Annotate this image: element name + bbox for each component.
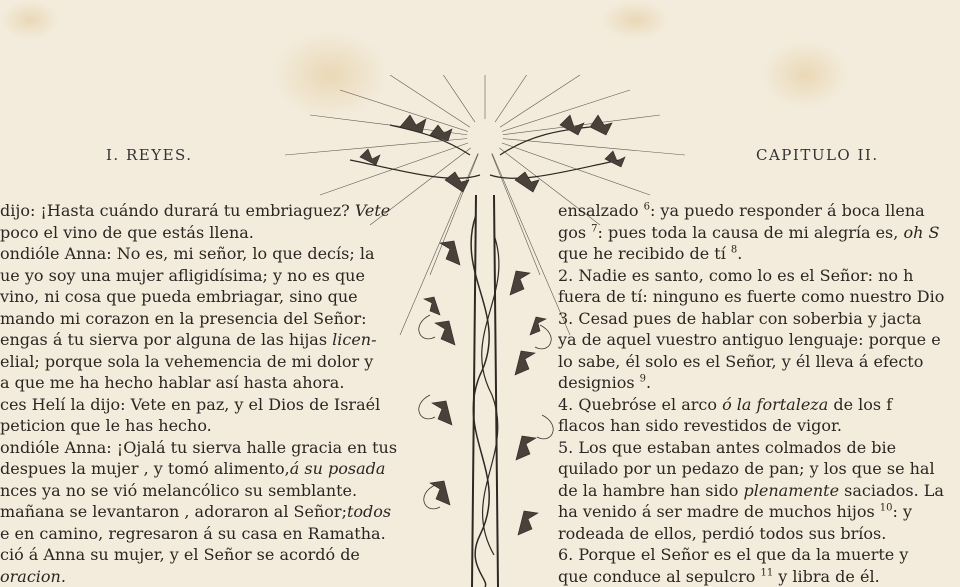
running-head-chapter: CAPITULO II. xyxy=(756,146,879,164)
text-segment: de los f xyxy=(828,394,893,414)
text-segment: engas á tu sierva por alguna de las hijas xyxy=(0,330,333,349)
text-segment: ha venido á ser madre de muchos hijos xyxy=(558,502,880,521)
right-text-column xyxy=(558,200,960,587)
text-line xyxy=(558,265,960,287)
text-line xyxy=(558,329,960,351)
text-line xyxy=(0,458,414,480)
text-line xyxy=(0,329,414,351)
text-segment: ondióle Anna: ¡Ojalá tu sierva halle gracia en tus xyxy=(0,437,398,457)
text-segment: nces ya no se vió melancólico su semblante. xyxy=(0,480,358,500)
text-segment: á su posada xyxy=(289,459,386,478)
text-segment: y libra de él. xyxy=(773,566,880,586)
text-segment: designios xyxy=(558,373,640,392)
text-segment: quilado por un pedazo de pan; y los que se hal xyxy=(558,459,935,478)
text-line xyxy=(0,523,414,545)
text-segment: ue yo soy una mujer afligidísima; y no es que xyxy=(0,265,365,285)
text-segment: gos xyxy=(558,222,592,242)
text-segment: ya de aquel vuestro antiguo lenguaje: porque e xyxy=(558,330,941,349)
footnote-ref: 8 xyxy=(730,244,738,256)
text-segment: . xyxy=(646,373,652,392)
text-segment: oracion. xyxy=(0,566,66,586)
text-segment: ces Helí la dijo: Vete en paz, y el Dios de Israél xyxy=(0,394,381,414)
text-segment: despues la mujer xyxy=(0,459,144,478)
text-line xyxy=(558,222,960,244)
text-line xyxy=(0,566,414,587)
text-segment: vino, ni cosa que pueda embriagar, sino que xyxy=(0,287,358,306)
text-line xyxy=(558,437,960,459)
footnote-ref: 10 xyxy=(879,502,893,514)
text-line xyxy=(558,243,960,265)
text-line xyxy=(558,501,960,523)
text-line xyxy=(0,243,414,265)
text-segment: poco el vino de que estás llena. xyxy=(0,222,254,242)
footnote-ref: 6 xyxy=(643,201,650,213)
text-line xyxy=(558,544,960,566)
text-line xyxy=(0,200,414,222)
text-line xyxy=(0,265,414,287)
paper-stain xyxy=(0,0,60,40)
text-segment: dijo: ¡Hasta cuándo durará tu embriaguez? xyxy=(0,201,355,220)
text-segment: : y xyxy=(892,502,913,521)
text-line xyxy=(558,308,960,330)
text-line xyxy=(0,222,414,244)
text-segment: de la hambre han sido xyxy=(558,480,744,500)
text-segment: ensalzado xyxy=(558,201,644,220)
text-line xyxy=(0,394,414,416)
text-line xyxy=(0,286,414,308)
text-segment: 4. Quebróse el arco xyxy=(558,394,723,414)
text-line xyxy=(0,415,414,437)
text-segment: ondióle Anna: No es, mi señor, lo que decís; la xyxy=(0,244,375,263)
text-segment: lo sabe, él solo es el Señor, y él lleva á efecto xyxy=(558,351,924,371)
text-line xyxy=(0,437,414,459)
text-segment: , y tomó alimento, xyxy=(143,459,290,478)
text-line xyxy=(558,351,960,373)
text-segment: : ya puedo responder á boca llena xyxy=(649,201,925,220)
paper-stain xyxy=(600,0,670,40)
text-segment: saciados. La xyxy=(839,480,944,500)
text-segment: ó la fortaleza xyxy=(722,394,829,414)
text-segment: mañana se levantaron xyxy=(0,502,185,521)
text-line xyxy=(558,372,960,394)
text-line xyxy=(0,480,414,502)
text-line xyxy=(558,458,960,480)
text-segment: fuera de tí: ninguno es fuerte como nuestro Dio xyxy=(558,287,945,306)
text-segment: 6. Porque el Señor es el que da la muerte y xyxy=(558,545,909,564)
text-line xyxy=(558,200,960,222)
text-segment: , adoraron al Señor; xyxy=(184,502,347,521)
text-segment: 3. Cesad pues de hablar con soberbia y jacta xyxy=(558,308,922,328)
text-segment: e en camino, regresaron á su casa en Ramatha. xyxy=(0,523,386,543)
text-segment: 2. Nadie es santo, como lo es el Señor: no h xyxy=(558,265,914,285)
running-head-book: I. REYES. xyxy=(106,146,193,164)
text-segment: que he recibido de tí xyxy=(558,244,731,263)
text-line xyxy=(558,286,960,308)
text-line xyxy=(0,308,414,330)
text-line xyxy=(558,415,960,437)
text-segment: flacos han sido revestidos de vigor. xyxy=(558,416,842,435)
text-segment: : pues toda la causa de mi alegría es, xyxy=(597,222,904,242)
text-segment: mando mi corazon en la presencia del Señor: xyxy=(0,308,367,328)
text-segment: oh S xyxy=(903,222,940,242)
text-segment: que conduce al sepulcro xyxy=(558,566,761,586)
text-segment: rodeada de ellos, perdió todos sus bríos. xyxy=(558,523,887,543)
paper-stain xyxy=(760,40,850,110)
text-line xyxy=(0,351,414,373)
footnote-ref: 9 xyxy=(639,373,647,385)
footnote-ref: 11 xyxy=(760,567,774,579)
text-segment: todos xyxy=(346,502,392,521)
text-line xyxy=(0,501,414,523)
text-segment: peticion que le has hecho. xyxy=(0,416,212,435)
text-line xyxy=(0,544,414,566)
text-segment: plenamente xyxy=(743,480,840,500)
footnote-ref: 7 xyxy=(591,223,598,235)
text-segment: . xyxy=(737,244,743,263)
text-segment: Vete xyxy=(354,201,391,220)
text-segment: a que me ha hecho hablar así hasta ahora. xyxy=(0,373,345,392)
text-line xyxy=(558,394,960,416)
text-line xyxy=(558,523,960,545)
text-segment: licen- xyxy=(332,330,377,349)
text-segment: ció á Anna su mujer, y el Señor se acordó de xyxy=(0,545,360,564)
text-line xyxy=(558,566,960,587)
text-segment: elial; porque sola la vehemencia de mi dolor y xyxy=(0,351,374,371)
text-line xyxy=(558,480,960,502)
left-text-column xyxy=(0,200,414,587)
text-segment: 5. Los que estaban antes colmados de bie xyxy=(558,437,897,457)
text-line xyxy=(0,372,414,394)
